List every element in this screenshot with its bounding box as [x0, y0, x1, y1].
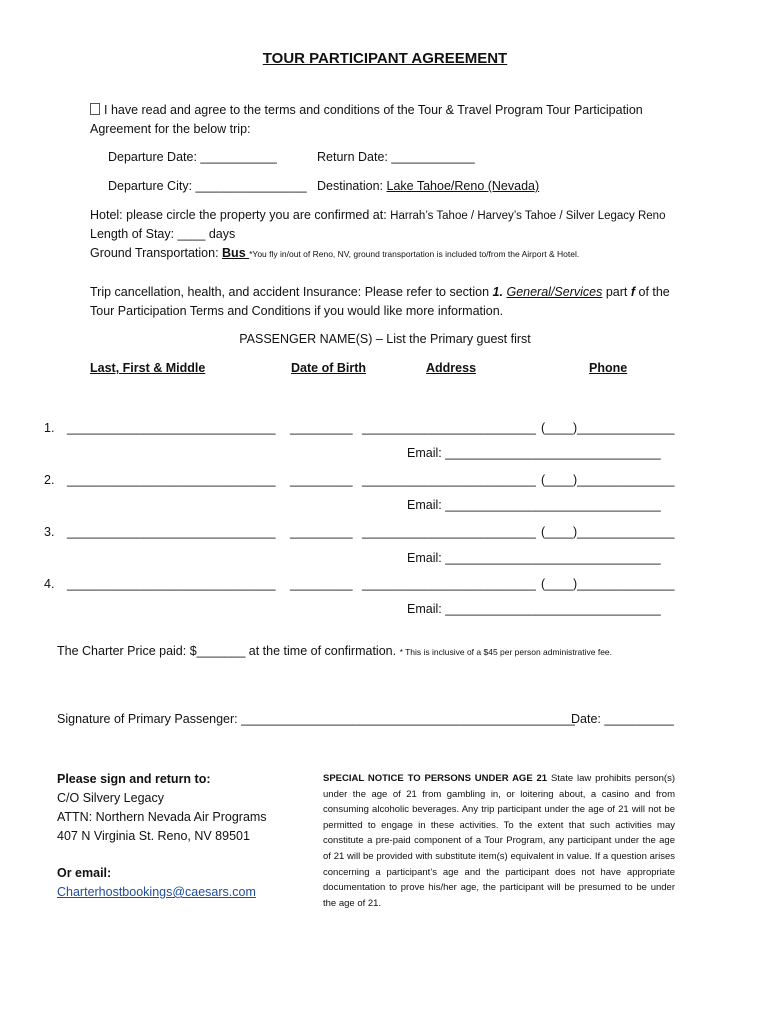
return-heading: Please sign and return to:: [57, 772, 211, 786]
insurance-paragraph: [90, 283, 680, 321]
return-line: ATTN: Northern Nevada Air Programs: [57, 810, 267, 824]
passenger-phone-field[interactable]: (____)______________: [541, 473, 675, 487]
notice-body: State law prohibits person(s) under the age of 21 from gambling in, or loitering about, a casino and from consuming alcoholic beverages. Any trip participant under the age of 21 will not be permitted to engage in these activities. To the extent that such activities may constitute a pre-paid component of a Tour Program, any participant under the age of 21 will be provided with substitute item(s) equivalent in value. If a question arises concerning a participant’s age and the participant does not have appropriate documentation to prove his/her age, the participant will be presumed to be under the age of 21.: [323, 773, 675, 909]
signature-field[interactable]: Signature of Primary Passenger: ________________________________________________: [57, 712, 575, 726]
notice-heading: SPECIAL NOTICE TO PERSONS UNDER AGE 21: [323, 773, 548, 784]
passenger-name-field[interactable]: ______________________________: [67, 473, 276, 487]
passenger-email-field[interactable]: Email: _______________________________: [407, 498, 661, 512]
passenger-dob-field[interactable]: _________: [290, 421, 353, 435]
passenger-phone-field[interactable]: (____)______________: [541, 577, 675, 591]
passenger-email-field[interactable]: Email: _______________________________: [407, 446, 661, 460]
insurance-text-end: of the Tour Participation Terms and Conditions if you would like more information.: [90, 285, 670, 318]
insurance-text-part: part: [602, 285, 631, 299]
agreement-text: I have read and agree to the terms and conditions of the Tour & Travel Program Tour Participation Agreement for the below trip:: [90, 103, 643, 136]
passenger-number: 4.: [44, 577, 55, 591]
ground-value: Bus: [222, 246, 250, 260]
passenger-email-field[interactable]: Email: _______________________________: [407, 602, 661, 616]
destination-field: [317, 179, 539, 193]
return-date-field[interactable]: Return Date: ____________: [317, 150, 475, 164]
ground-note: *You fly in/out of Reno, NV, ground transportation is included to/from the Airport & Hotel.: [249, 249, 580, 259]
hotel-label: Hotel: please circle the property you are confirmed at:: [90, 208, 387, 222]
passenger-number: 1.: [44, 421, 55, 435]
length-of-stay-field[interactable]: Length of Stay: ____ days: [90, 227, 236, 241]
passenger-heading: PASSENGER NAME(S) – List the Primary guest first: [239, 332, 531, 346]
column-address: Address: [426, 361, 477, 375]
passenger-phone-field[interactable]: (____)______________: [541, 421, 675, 435]
column-name: Last, First & Middle: [90, 361, 206, 375]
return-line: 407 N Virginia St. Reno, NV 89501: [57, 829, 250, 843]
passenger-number: 3.: [44, 525, 55, 539]
passenger-name-field[interactable]: ______________________________: [67, 525, 276, 539]
destination-label: Destination:: [317, 179, 384, 193]
return-address-block: [57, 770, 267, 902]
passenger-address-field[interactable]: _________________________: [362, 577, 536, 591]
document-title: TOUR PARTICIPANT AGREEMENT: [262, 50, 508, 67]
passenger-address-field[interactable]: _________________________: [362, 473, 536, 487]
hotel-options[interactable]: Harrah’s Tahoe / Harvey’s Tahoe / Silver Legacy Reno: [390, 210, 666, 222]
signature-date-field[interactable]: Date: __________: [571, 712, 674, 726]
return-line: C/O Silvery Legacy: [57, 791, 164, 805]
passenger-name-field[interactable]: ______________________________: [67, 577, 276, 591]
ground-transportation-line: [90, 246, 579, 260]
departure-city-field[interactable]: Departure City: ________________: [108, 179, 307, 193]
section-number: 1.: [492, 285, 503, 299]
passenger-phone-field[interactable]: (____)______________: [541, 525, 675, 539]
under-21-notice: [323, 771, 675, 911]
column-phone: Phone: [589, 361, 628, 375]
return-email-link[interactable]: Charterhostbookings@caesars.com: [57, 885, 256, 899]
departure-date-field[interactable]: Departure Date: ___________: [108, 150, 277, 164]
agreement-checkbox[interactable]: [90, 103, 100, 115]
charter-note: * This is inclusive of a $45 per person administrative fee.: [399, 647, 613, 657]
hotel-line: [90, 208, 665, 222]
passenger-dob-field[interactable]: _________: [290, 577, 353, 591]
insurance-text: Trip cancellation, health, and accident Insurance: Please refer to section: [90, 285, 493, 299]
charter-price-line: [57, 644, 612, 658]
part-letter: f: [630, 285, 636, 299]
ground-label: Ground Transportation:: [90, 246, 219, 260]
passenger-address-field[interactable]: _________________________: [362, 525, 536, 539]
destination-value: Lake Tahoe/Reno (Nevada): [386, 179, 540, 193]
section-name: General/Services: [506, 285, 603, 299]
passenger-dob-field[interactable]: _________: [290, 525, 353, 539]
column-dob: Date of Birth: [291, 361, 366, 375]
passenger-address-field[interactable]: _________________________: [362, 421, 536, 435]
agreement-statement: [90, 101, 680, 139]
charter-price-field[interactable]: The Charter Price paid: $_______ at the time of confirmation.: [57, 644, 397, 658]
passenger-dob-field[interactable]: _________: [290, 473, 353, 487]
email-heading: Or email:: [57, 866, 112, 880]
passenger-number: 2.: [44, 473, 55, 487]
passenger-email-field[interactable]: Email: _______________________________: [407, 551, 661, 565]
passenger-name-field[interactable]: ______________________________: [67, 421, 276, 435]
